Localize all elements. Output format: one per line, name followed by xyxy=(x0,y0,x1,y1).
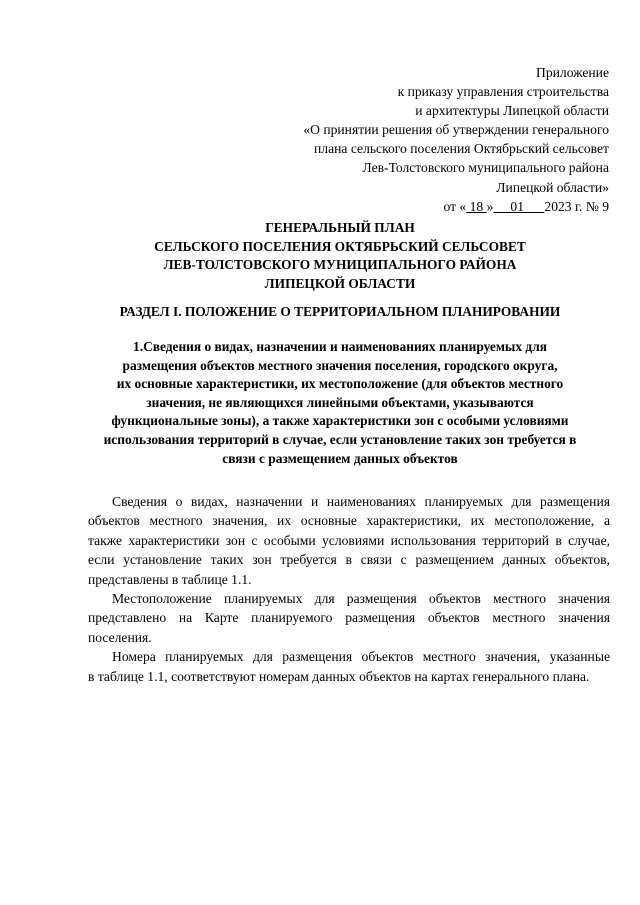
appendix-line: Липецкой области» xyxy=(496,179,609,195)
paragraph-line: Номера планируемых для размещения объектов местного значения, указанные xyxy=(112,649,610,665)
paragraph-line: Сведения о видах, назначении и наименованиях планируемых для размещения xyxy=(112,494,610,509)
date-prefix: от « xyxy=(443,198,467,214)
paragraph-line: также характеристики зон с особыми условиями использования территорий в случае, xyxy=(88,532,610,548)
paragraph-line: поселения. xyxy=(88,629,152,645)
appendix-block xyxy=(209,63,609,216)
subsection-heading xyxy=(70,338,610,468)
date-month: 01 xyxy=(493,198,545,214)
subheading-line: 1.Сведения о видах, назначении и наименованиях планируемых для xyxy=(133,339,547,354)
subheading-line: связи с размещением данных объектов xyxy=(222,450,458,466)
title-line: СЕЛЬСКОГО ПОСЕЛЕНИЯ ОКТЯБРЬСКИЙ СЕЛЬСОВЕТ xyxy=(154,238,526,254)
date-separator: » xyxy=(486,198,494,214)
paragraph-line: представлено на Карте планируемого размещения объектов местного значения xyxy=(88,610,610,626)
appendix-line: к приказу управления строительства xyxy=(397,84,609,100)
title-line: ГЕНЕРАЛЬНЫЙ ПЛАН xyxy=(265,220,415,235)
title-line: ЛИПЕЦКОЙ ОБЛАСТИ xyxy=(264,275,416,291)
date-day: 18 xyxy=(466,198,487,214)
title-line: ЛЕВ-ТОЛСТОВСКОГО МУНИЦИПАЛЬНОГО РАЙОНА xyxy=(163,257,517,273)
body-text xyxy=(88,492,610,686)
appendix-line: «О принятии решения об утверждении генерального xyxy=(303,122,609,138)
paragraph-line: если установление таких зон требуется в связи с размещением данных объектов, xyxy=(88,552,610,568)
appendix-line: и архитектуры Липецкой области xyxy=(415,103,609,119)
appendix-line: плана сельского поселения Октябрьский сельсовет xyxy=(314,141,609,157)
subheading-line: размещения объектов местного значения поселения, городского округа, xyxy=(122,357,558,373)
subheading-line: функциональные зоны), а также характеристики зон с особыми условиями xyxy=(111,413,569,429)
paragraph-line: в таблице 1.1, соответствуют номерам данных объектов на картах генерального плана. xyxy=(88,668,590,684)
paragraph-line: представлены в таблице 1.1. xyxy=(88,571,252,587)
section-heading: РАЗДЕЛ I. ПОЛОЖЕНИЕ О ТЕРРИТОРИАЛЬНОМ ПЛАНИРОВАНИИ xyxy=(119,304,561,319)
subheading-line: их основные характеристики, их местоположение (для объектов местного xyxy=(116,376,564,392)
paragraph-line: объектов местного значения, их основные характеристики, их местоположение, а xyxy=(88,513,610,529)
appendix-line: Лев-Толстовского муниципального района xyxy=(362,160,609,176)
paragraph xyxy=(88,589,610,647)
order-date-line xyxy=(209,197,609,216)
subheading-line: значения, не являющихся линейными объектами, указываются xyxy=(146,394,534,410)
paragraph-line: Местоположение планируемых для размещения объектов местного значения xyxy=(112,591,610,607)
paragraph xyxy=(88,492,610,589)
subheading-line: использования территорий в случае, если установление таких зон требуется в xyxy=(103,431,577,447)
document-title xyxy=(60,219,620,293)
paragraph xyxy=(88,647,610,686)
date-year-number: 2023 г. № 9 xyxy=(544,198,609,214)
appendix-line: Приложение xyxy=(536,65,609,80)
